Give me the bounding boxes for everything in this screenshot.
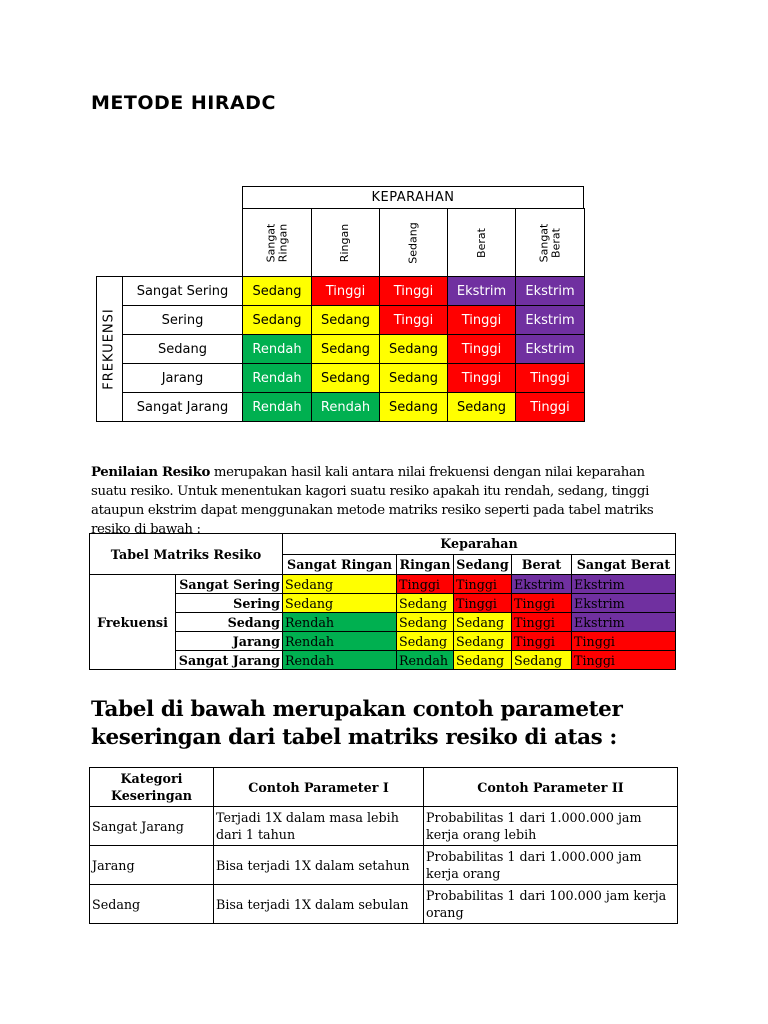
frekuensi-label: FREKUENSI [101,308,117,390]
risk-cell: Rendah [397,651,454,670]
matrix-cell: Sedang [242,305,312,335]
matrix-col-header [515,208,585,277]
document-title: METODE HIRADC [91,92,276,114]
column-header: Sangat Berat [572,554,676,575]
risk-cell: Sedang [283,594,397,613]
matrix-cell: Tinggi [447,334,516,364]
risk-cell: Sedang [397,613,454,632]
table-cell: Bisa terjadi 1X dalam setahun [214,846,424,885]
column-header: Sangat Ringan [283,554,397,575]
risk-cell: Rendah [283,632,397,651]
risk-cell: Sedang [512,651,572,670]
section-heading: Tabel di bawah merupakan contoh parameter keseringan dari tabel matriks resiko di atas : [91,697,623,750]
matrix-cell: Tinggi [515,392,585,422]
matrix-row-label: Sangat Jarang [122,392,243,422]
matrix-cell: Rendah [242,363,312,393]
risk-cell: Tinggi [512,594,572,613]
risk-cell: Ekstrim [572,613,676,632]
keparahan-header: Keparahan [283,534,676,555]
matrix-col-header [379,208,448,277]
frequency-parameter-table [89,767,678,924]
matrix-cell: Sedang [311,334,380,364]
paragraph-bold-term: Penilaian Resiko [91,465,210,480]
keparahan-header: KEPARAHAN [242,186,584,209]
matrix-col-header [311,208,380,277]
risk-cell: Tinggi [397,575,454,594]
matrix-col-header [447,208,516,277]
risk-cell: Sedang [283,575,397,594]
risk-matrix-table [89,533,676,670]
risk-cell: Ekstrim [572,575,676,594]
risk-cell: Sedang [397,632,454,651]
matrix-cell: Tinggi [515,363,585,393]
table-cell: Bisa terjadi 1X dalam sebulan [214,885,424,924]
risk-cell: Rendah [283,613,397,632]
matrix-cell: Sedang [311,305,380,335]
column-header: Berat [512,554,572,575]
risk-cell: Ekstrim [512,575,572,594]
matrix-col-label: Sangat Ringan [263,223,289,262]
risk-cell: Tinggi [454,575,512,594]
matrix-cell: Tinggi [379,305,448,335]
risk-cell: Tinggi [512,613,572,632]
table-cell: Sedang [90,885,214,924]
row-label: Sering [176,594,283,613]
matrix-cell: Ekstrim [515,334,585,364]
matrix-cell: Tinggi [379,276,448,306]
matrix-cell: Sedang [379,363,448,393]
column-header: Contoh Parameter II [424,768,678,807]
risk-cell: Sedang [454,613,512,632]
matrix-col-label: Sedang [406,221,420,264]
frekuensi-header [96,276,123,422]
matrix-row-label: Sangat Sering [122,276,243,306]
matrix-cell: Sedang [447,392,516,422]
matrix-row-label: Sering [122,305,243,335]
matrix-cell: Sedang [242,276,312,306]
risk-cell: Rendah [283,651,397,670]
column-header: Kategori Keseringan [90,768,214,807]
row-label: Sangat Sering [176,575,283,594]
frekuensi-header: Frekuensi [90,575,176,670]
matrix-col-label: Ringan [338,223,352,262]
risk-cell: Sedang [454,651,512,670]
risk-cell: Tinggi [454,594,512,613]
risk-cell: Tinggi [572,632,676,651]
matrix-col-label: Berat [474,227,488,258]
matrix-cell: Ekstrim [515,276,585,306]
matrix-cell: Rendah [311,392,380,422]
row-label: Sangat Jarang [176,651,283,670]
column-header: Sedang [454,554,512,575]
matrix-cell: Sedang [379,334,448,364]
table-cell: Terjadi 1X dalam masa lebih dari 1 tahun [214,807,424,846]
risk-matrix-figure [0,0,768,440]
table-title: Tabel Matriks Resiko [90,534,283,575]
row-label: Jarang [176,632,283,651]
table-cell: Jarang [90,846,214,885]
matrix-cell: Rendah [242,334,312,364]
matrix-cell: Ekstrim [515,305,585,335]
matrix-cell: Ekstrim [447,276,516,306]
paragraph-penilaian-resiko [91,463,681,539]
risk-cell: Ekstrim [572,594,676,613]
column-header: Contoh Parameter I [214,768,424,807]
risk-cell: Sedang [397,594,454,613]
table-cell: Probabilitas 1 dari 100.000 jam kerja orang [424,885,678,924]
matrix-cell: Tinggi [447,305,516,335]
table-cell: Probabilitas 1 dari 1.000.000 jam kerja orang lebih [424,807,678,846]
matrix-col-header [242,208,312,277]
matrix-col-label: Sangat Berat [536,223,562,262]
row-label: Sedang [176,613,283,632]
matrix-row-label: Sedang [122,334,243,364]
table-cell: Sangat Jarang [90,807,214,846]
matrix-cell: Rendah [242,392,312,422]
paragraph-body: merupakan hasil kali antara nilai frekuensi dengan nilai keparahan suatu resiko. Untuk menentukan kagori suatu resiko apakah itu rendah, sedang, tinggi ataupun ekstrim dapat menggunakan metode matriks resiko seperti pada tabel matriks resiko di bawah : [91,465,654,537]
matrix-cell: Sedang [379,392,448,422]
risk-cell: Tinggi [572,651,676,670]
matrix-row-label: Jarang [122,363,243,393]
risk-cell: Tinggi [512,632,572,651]
column-header: Ringan [397,554,454,575]
table-cell: Probabilitas 1 dari 1.000.000 jam kerja orang [424,846,678,885]
matrix-cell: Tinggi [311,276,380,306]
risk-cell: Sedang [454,632,512,651]
matrix-cell: Tinggi [447,363,516,393]
matrix-cell: Sedang [311,363,380,393]
